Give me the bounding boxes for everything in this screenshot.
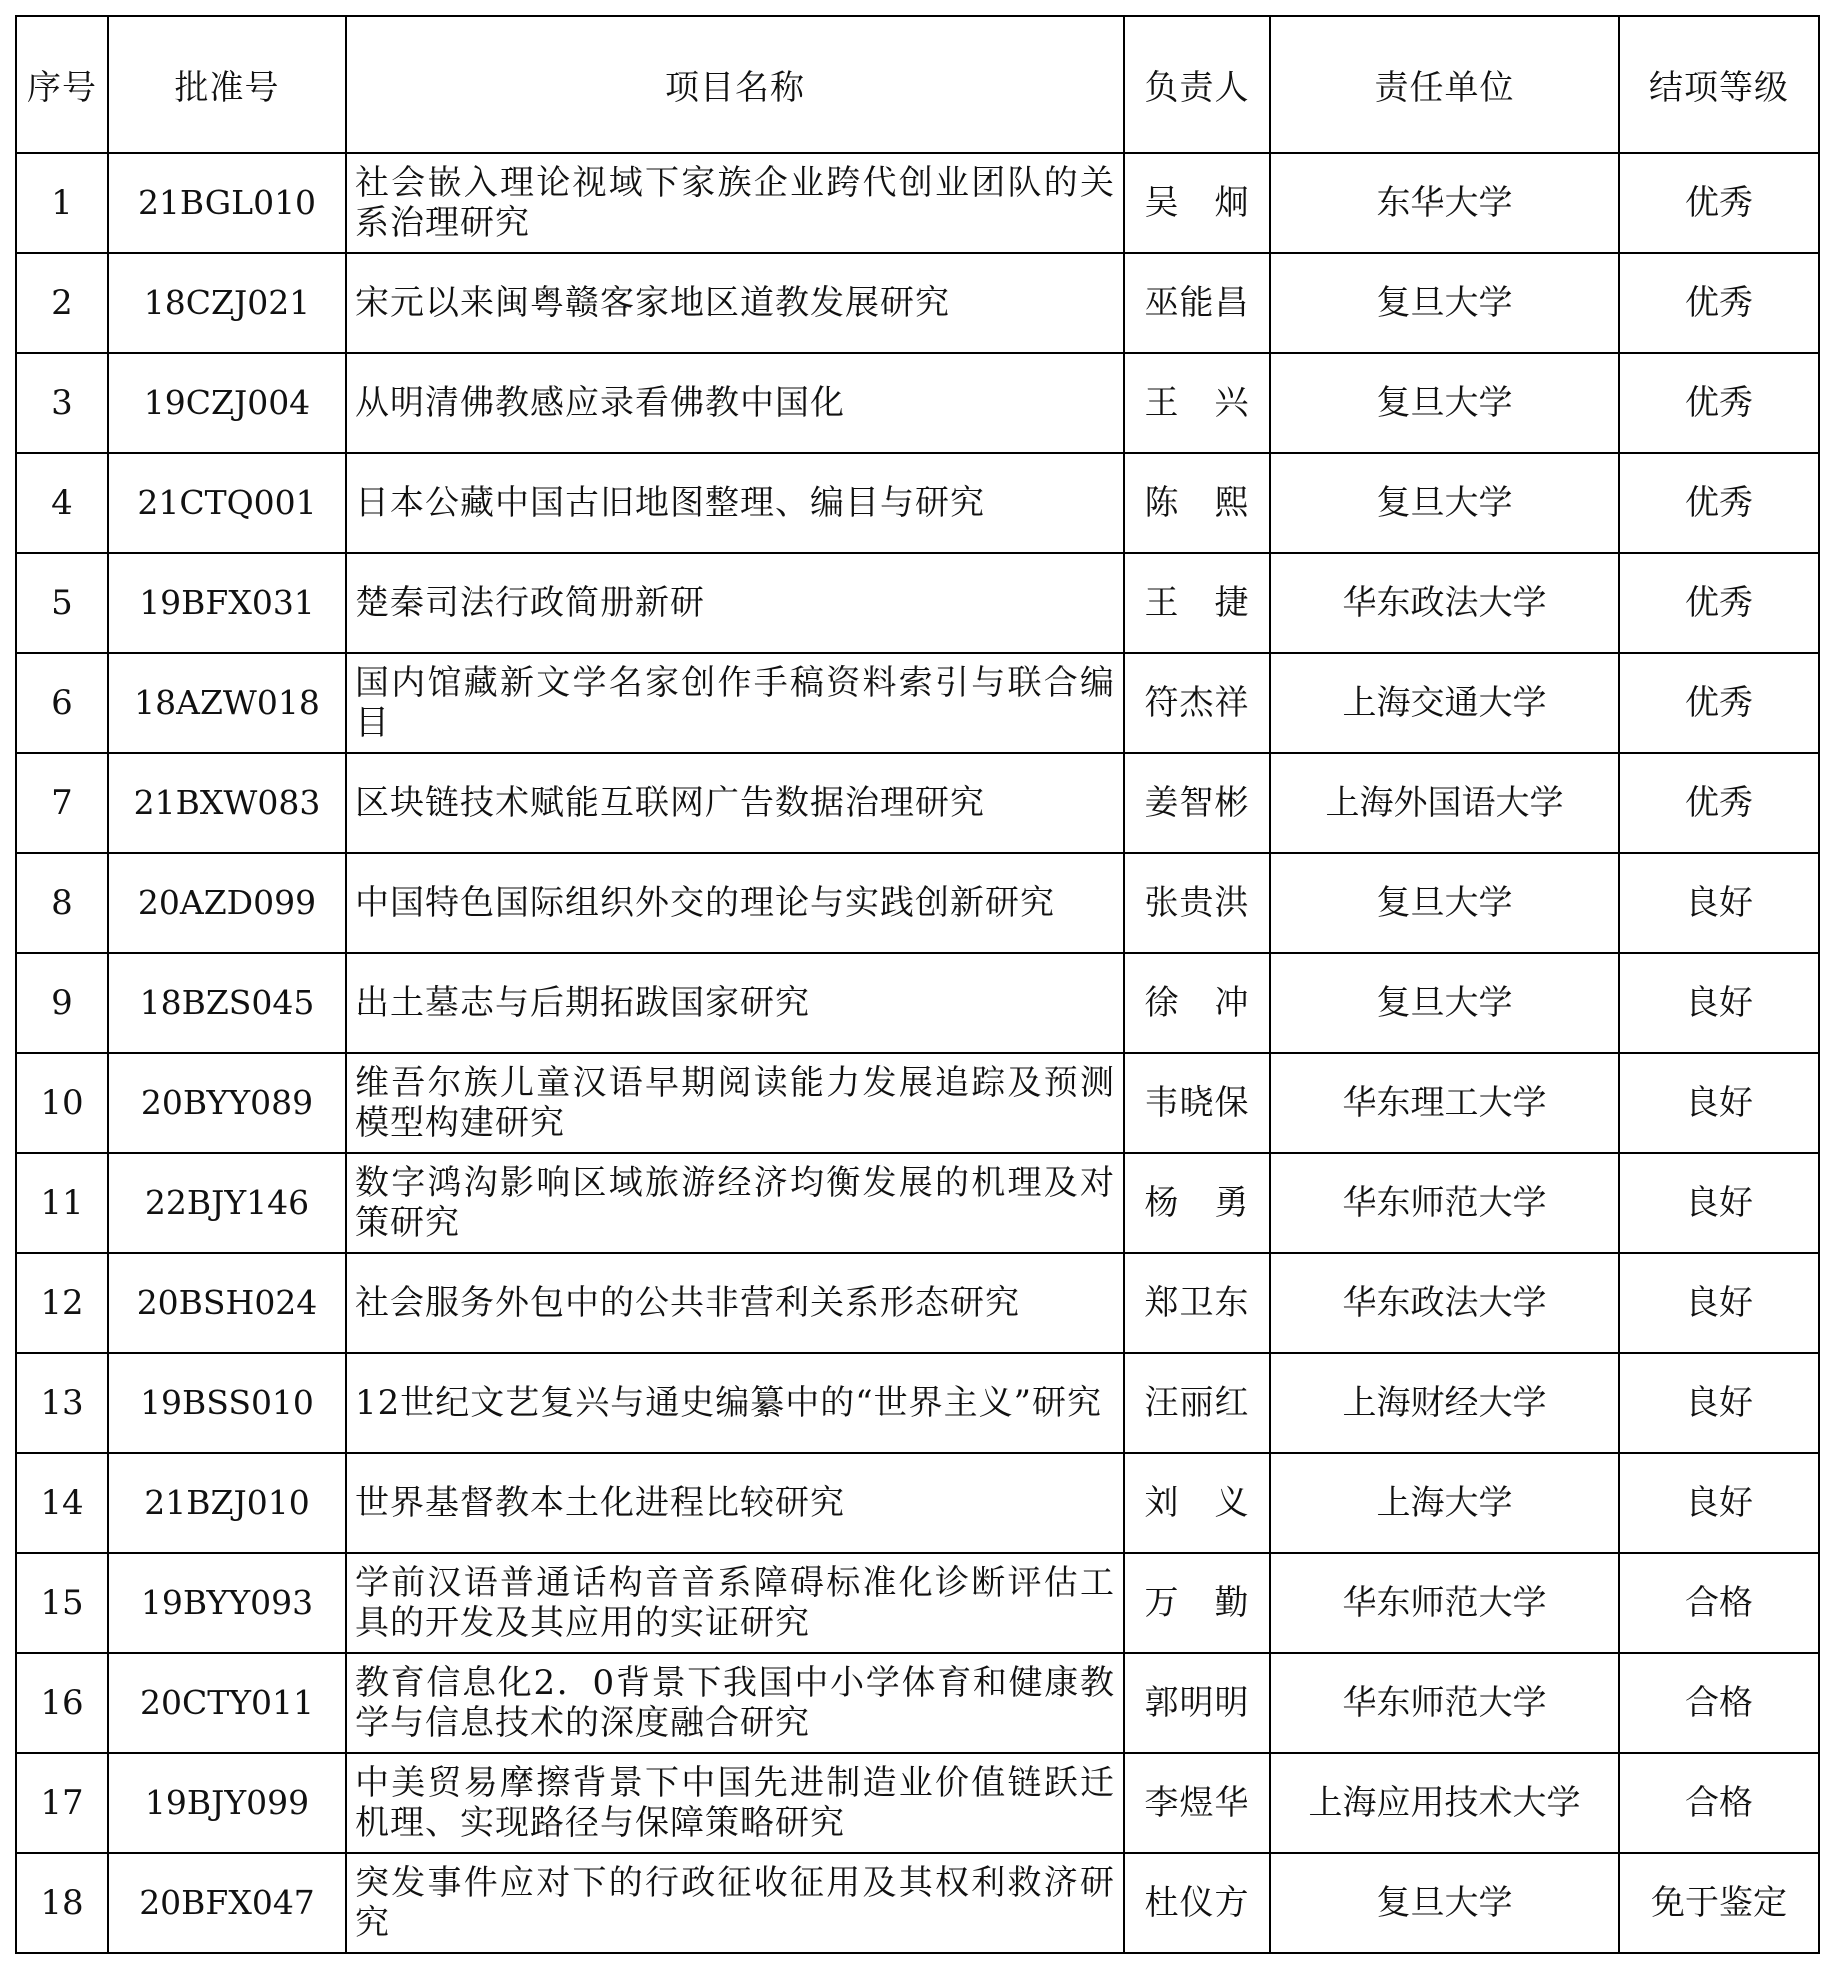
cell-project-name: 中国特色国际组织外交的理论与实践创新研究: [346, 853, 1124, 953]
cell-leader: 杨 勇: [1124, 1153, 1270, 1253]
cell-project-name: 出土墓志与后期拓跋国家研究: [346, 953, 1124, 1053]
cell-unit: 东华大学: [1270, 153, 1619, 253]
cell-leader: 郑卫东: [1124, 1253, 1270, 1353]
cell-leader: 符杰祥: [1124, 653, 1270, 753]
cell-grade: 优秀: [1619, 653, 1819, 753]
cell-approval-no: 18CZJ021: [108, 253, 346, 353]
cell-index: 15: [16, 1553, 108, 1653]
cell-unit: 复旦大学: [1270, 853, 1619, 953]
cell-project-name: 数字鸿沟影响区域旅游经济均衡发展的机理及对策研究: [346, 1153, 1124, 1253]
cell-project-name: 突发事件应对下的行政征收征用及其权利救济研究: [346, 1853, 1124, 1953]
table-row: [16, 1653, 1819, 1753]
table-row: [16, 1153, 1819, 1253]
cell-index: 9: [16, 953, 108, 1053]
cell-unit: 上海交通大学: [1270, 653, 1619, 753]
cell-approval-no: 19BJY099: [108, 1753, 346, 1853]
cell-project-name: 社会服务外包中的公共非营利关系形态研究: [346, 1253, 1124, 1353]
cell-leader: 姜智彬: [1124, 753, 1270, 853]
cell-unit: 华东师范大学: [1270, 1653, 1619, 1753]
table-row: [16, 853, 1819, 953]
table-row: [16, 953, 1819, 1053]
cell-index: 10: [16, 1053, 108, 1153]
cell-approval-no: 22BJY146: [108, 1153, 346, 1253]
cell-project-name: 教育信息化2．0背景下我国中小学体育和健康教学与信息技术的深度融合研究: [346, 1653, 1124, 1753]
cell-index: 17: [16, 1753, 108, 1853]
table-row: [16, 453, 1819, 553]
cell-unit: 复旦大学: [1270, 353, 1619, 453]
cell-grade: 优秀: [1619, 153, 1819, 253]
cell-unit: 复旦大学: [1270, 1853, 1619, 1953]
header-unit: 责任单位: [1270, 16, 1619, 153]
cell-leader: 徐 冲: [1124, 953, 1270, 1053]
cell-index: 5: [16, 553, 108, 653]
header-project-name: 项目名称: [346, 16, 1124, 153]
cell-grade: 良好: [1619, 1353, 1819, 1453]
cell-grade: 良好: [1619, 1053, 1819, 1153]
cell-project-name: 楚秦司法行政简册新研: [346, 553, 1124, 653]
cell-approval-no: 19BYY093: [108, 1553, 346, 1653]
cell-grade: 良好: [1619, 1253, 1819, 1353]
cell-project-name: 12世纪文艺复兴与通史编纂中的“世界主义”研究: [346, 1353, 1124, 1453]
cell-grade: 合格: [1619, 1753, 1819, 1853]
cell-approval-no: 18AZW018: [108, 653, 346, 753]
header-grade: 结项等级: [1619, 16, 1819, 153]
cell-index: 1: [16, 153, 108, 253]
cell-index: 2: [16, 253, 108, 353]
cell-unit: 华东师范大学: [1270, 1153, 1619, 1253]
table-row: [16, 1253, 1819, 1353]
cell-approval-no: 19BSS010: [108, 1353, 346, 1453]
cell-leader: 王 捷: [1124, 553, 1270, 653]
table-row: [16, 1353, 1819, 1453]
cell-project-name: 学前汉语普通话构音音系障碍标准化诊断评估工具的开发及其应用的实证研究: [346, 1553, 1124, 1653]
cell-leader: 杜仪方: [1124, 1853, 1270, 1953]
cell-grade: 优秀: [1619, 453, 1819, 553]
table-row: [16, 553, 1819, 653]
cell-project-name: 中美贸易摩擦背景下中国先进制造业价值链跃迁机理、实现路径与保障策略研究: [346, 1753, 1124, 1853]
cell-approval-no: 21BZJ010: [108, 1453, 346, 1553]
cell-index: 6: [16, 653, 108, 753]
cell-project-name: 区块链技术赋能互联网广告数据治理研究: [346, 753, 1124, 853]
cell-index: 8: [16, 853, 108, 953]
cell-grade: 优秀: [1619, 353, 1819, 453]
cell-unit: 复旦大学: [1270, 453, 1619, 553]
table-row: [16, 353, 1819, 453]
table-row: [16, 153, 1819, 253]
cell-leader: 巫能昌: [1124, 253, 1270, 353]
cell-leader: 李煜华: [1124, 1753, 1270, 1853]
cell-leader: 韦晓保: [1124, 1053, 1270, 1153]
cell-grade: 合格: [1619, 1553, 1819, 1653]
cell-project-name: 社会嵌入理论视域下家族企业跨代创业团队的关系治理研究: [346, 153, 1124, 253]
cell-approval-no: 19BFX031: [108, 553, 346, 653]
cell-grade: 良好: [1619, 853, 1819, 953]
cell-leader: 陈 熙: [1124, 453, 1270, 553]
cell-index: 18: [16, 1853, 108, 1953]
cell-approval-no: 20BSH024: [108, 1253, 346, 1353]
header-approval-no: 批准号: [108, 16, 346, 153]
table-body: [16, 153, 1819, 1953]
cell-unit: 华东师范大学: [1270, 1553, 1619, 1653]
table-header: [16, 16, 1819, 153]
cell-approval-no: 20BFX047: [108, 1853, 346, 1953]
cell-leader: 张贵洪: [1124, 853, 1270, 953]
table-row: [16, 1053, 1819, 1153]
header-row: [16, 16, 1819, 153]
cell-leader: 刘 义: [1124, 1453, 1270, 1553]
cell-project-name: 世界基督教本土化进程比较研究: [346, 1453, 1124, 1553]
table-row: [16, 653, 1819, 753]
cell-project-name: 宋元以来闽粤赣客家地区道教发展研究: [346, 253, 1124, 353]
cell-index: 7: [16, 753, 108, 853]
cell-approval-no: 20AZD099: [108, 853, 346, 953]
cell-grade: 免于鉴定: [1619, 1853, 1819, 1953]
cell-index: 13: [16, 1353, 108, 1453]
table-row: [16, 1453, 1819, 1553]
cell-approval-no: 20BYY089: [108, 1053, 346, 1153]
cell-grade: 优秀: [1619, 553, 1819, 653]
cell-unit: 华东理工大学: [1270, 1053, 1619, 1153]
cell-index: 16: [16, 1653, 108, 1753]
cell-leader: 万 勤: [1124, 1553, 1270, 1653]
cell-grade: 良好: [1619, 1453, 1819, 1553]
table-row: [16, 1753, 1819, 1853]
cell-leader: 郭明明: [1124, 1653, 1270, 1753]
cell-project-name: 日本公藏中国古旧地图整理、编目与研究: [346, 453, 1124, 553]
cell-approval-no: 21BXW083: [108, 753, 346, 853]
cell-approval-no: 19CZJ004: [108, 353, 346, 453]
table-row: [16, 253, 1819, 353]
cell-leader: 汪丽红: [1124, 1353, 1270, 1453]
cell-project-name: 从明清佛教感应录看佛教中国化: [346, 353, 1124, 453]
cell-grade: 良好: [1619, 953, 1819, 1053]
cell-approval-no: 21BGL010: [108, 153, 346, 253]
cell-unit: 上海外国语大学: [1270, 753, 1619, 853]
cell-unit: 华东政法大学: [1270, 1253, 1619, 1353]
cell-index: 4: [16, 453, 108, 553]
cell-unit: 上海财经大学: [1270, 1353, 1619, 1453]
cell-approval-no: 18BZS045: [108, 953, 346, 1053]
cell-unit: 复旦大学: [1270, 953, 1619, 1053]
cell-approval-no: 20CTY011: [108, 1653, 346, 1753]
cell-index: 3: [16, 353, 108, 453]
cell-index: 14: [16, 1453, 108, 1553]
cell-grade: 良好: [1619, 1153, 1819, 1253]
cell-project-name: 国内馆藏新文学名家创作手稿资料索引与联合编目: [346, 653, 1124, 753]
cell-grade: 优秀: [1619, 253, 1819, 353]
project-results-table: [15, 15, 1820, 1954]
header-leader: 负责人: [1124, 16, 1270, 153]
cell-grade: 合格: [1619, 1653, 1819, 1753]
cell-approval-no: 21CTQ001: [108, 453, 346, 553]
cell-unit: 华东政法大学: [1270, 553, 1619, 653]
cell-grade: 优秀: [1619, 753, 1819, 853]
cell-index: 12: [16, 1253, 108, 1353]
cell-leader: 吴 炯: [1124, 153, 1270, 253]
table-row: [16, 1553, 1819, 1653]
cell-unit: 复旦大学: [1270, 253, 1619, 353]
table-row: [16, 1853, 1819, 1953]
cell-index: 11: [16, 1153, 108, 1253]
cell-unit: 上海应用技术大学: [1270, 1753, 1619, 1853]
table-row: [16, 753, 1819, 853]
cell-unit: 上海大学: [1270, 1453, 1619, 1553]
cell-project-name: 维吾尔族儿童汉语早期阅读能力发展追踪及预测模型构建研究: [346, 1053, 1124, 1153]
cell-leader: 王 兴: [1124, 353, 1270, 453]
header-index: 序号: [16, 16, 108, 153]
